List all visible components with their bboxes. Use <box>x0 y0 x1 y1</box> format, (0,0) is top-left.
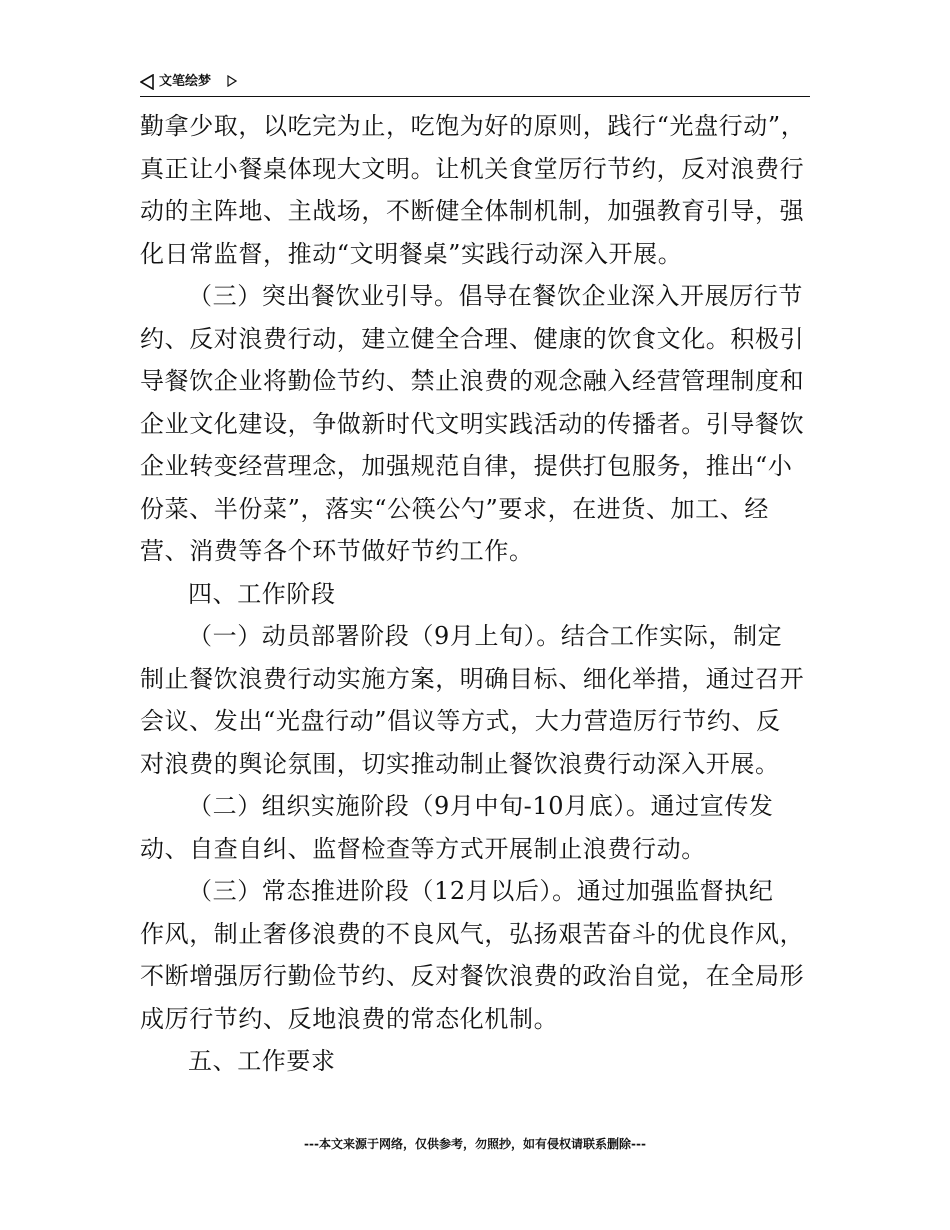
text-line: 勤拿少取，以吃完为止，吃饱为好的原则，践行“光盘行动”， <box>140 112 806 140</box>
text-line: 份菜、半份菜”，落实“公筷公勺”要求，在进货、加工、经 <box>140 494 770 523</box>
text-line: 动、自查自纠、监督检查等方式开展制止浪费行动。 <box>140 834 706 863</box>
text-line: 动的主阵地、主战场，不断健全体制机制，加强教育引导，强 <box>140 197 805 225</box>
text-line: （二）组织实施阶段（9月中旬-10月底）。通过宣传发 <box>188 792 774 820</box>
text-line: 企业转变经营理念，加强规范自律，提供打包服务，推出“小 <box>140 452 793 480</box>
page-footer: ---本文来源于网络，仅供参考，勿照抄，如有侵权请联系删除--- <box>304 1137 646 1151</box>
text-line: 会议、发出“光盘行动”倡议等方式，大力营造厉行节约、反 <box>140 707 781 735</box>
triangle-left-icon <box>140 74 154 90</box>
text-line: 导餐饮企业将勤俭节约、禁止浪费的观念融入经营管理制度和 <box>140 367 805 395</box>
text-line: 成厉行节约、反地浪费的常态化机制。 <box>140 1004 559 1033</box>
text-line: （三）常态推进阶段（12月以后）。通过加强监督执纪 <box>188 877 774 905</box>
document-body <box>140 105 820 1083</box>
text-line: 真正让小餐桌体现大文明。让机关食堂厉行节约，反对浪费行 <box>140 154 805 183</box>
triangle-right-icon <box>227 75 237 87</box>
header-title: 文笔绘梦 <box>159 74 212 89</box>
text-line: 对浪费的舆论氛围，切实推动制止餐饮浪费行动深入开展。 <box>140 749 780 778</box>
section-heading: 五、工作要求 <box>188 1047 336 1075</box>
text-line: 企业文化建设，争做新时代文明实践活动的传播者。引导餐饮 <box>140 409 805 438</box>
page-header <box>140 70 810 97</box>
text-line: 约、反对浪费行动，建立健全合理、健康的饮食文化。积极引 <box>140 324 805 353</box>
text-line: （三）突出餐饮业引导。倡导在餐饮企业深入开展厉行节 <box>188 282 803 310</box>
text-line: 化日常监督，推动“文明餐桌”实践行动深入开展。 <box>140 239 683 268</box>
section-heading: 四、工作阶段 <box>188 579 336 608</box>
text-line: 制止餐饮浪费行动实施方案，明确目标、细化举措，通过召开 <box>140 664 805 693</box>
text-line: 营、消费等各个环节做好节约工作。 <box>140 537 534 565</box>
text-line: 不断增强厉行勤俭节约、反对餐饮浪费的政治自觉，在全局形 <box>140 962 805 990</box>
text-line: （一）动员部署阶段（9月上旬）。结合工作实际，制定 <box>188 622 783 650</box>
text-line: 作风，制止奢侈浪费的不良风气，弘扬艰苦奋斗的优良作风， <box>140 919 805 948</box>
